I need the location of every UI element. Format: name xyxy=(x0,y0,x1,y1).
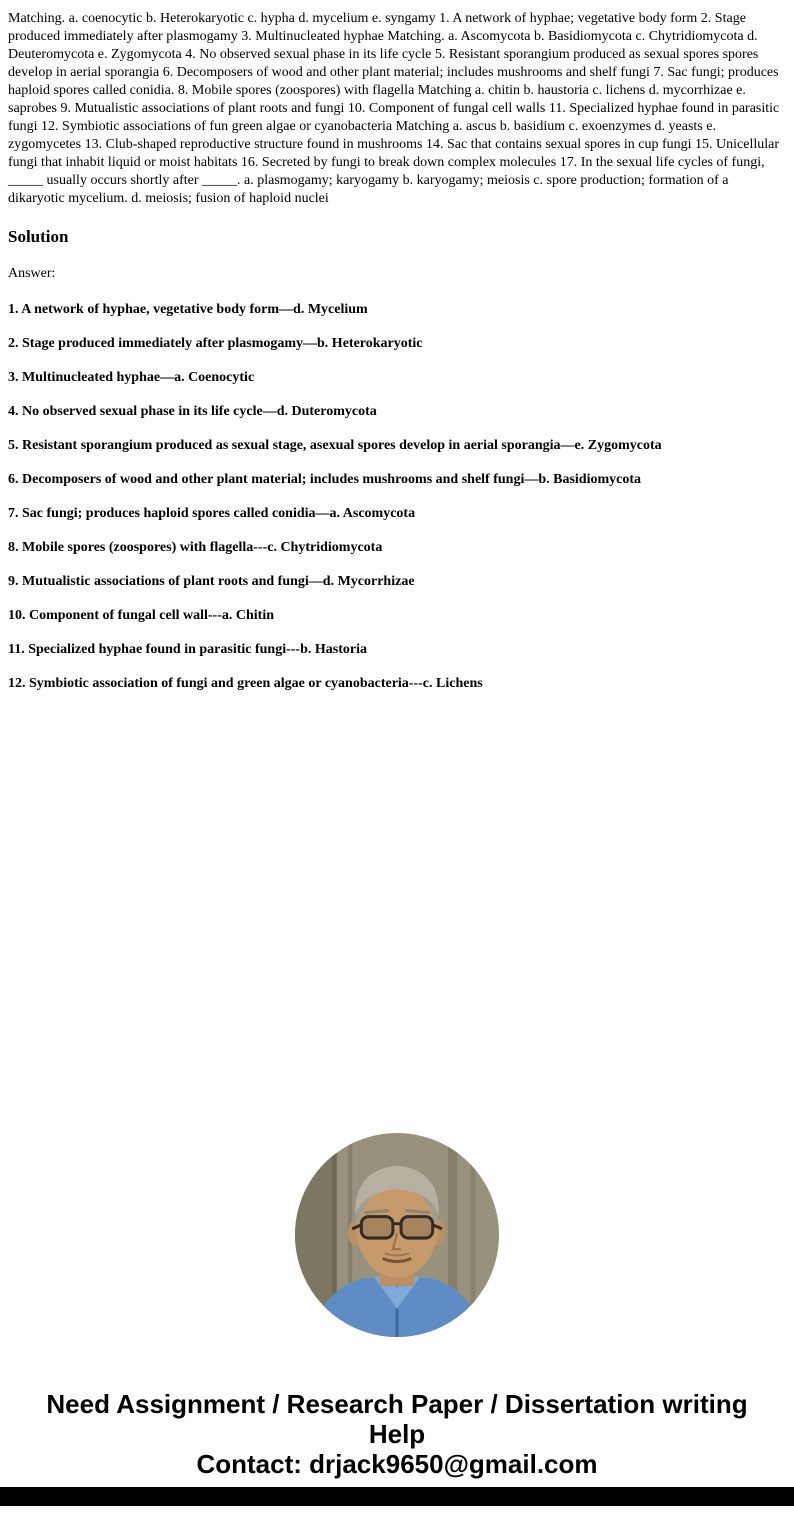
answer-item-9: 9. Mutualistic associations of plant roots and fungi—d. Mycorrhizae xyxy=(8,574,415,589)
footer-promo xyxy=(25,1389,770,1479)
answer-item-4: 4. No observed sexual phase in its life cycle—d. Duteromycota xyxy=(8,404,377,419)
answer-item-3: 3. Multinucleated hyphae—a. Coenocytic xyxy=(8,370,255,385)
answer-item-8: 8. Mobile spores (zoospores) with flagella---c. Chytridiomycota xyxy=(8,540,383,555)
tutor-portrait-illustration xyxy=(295,1133,499,1337)
answer-item-7: 7. Sac fungi; produces haploid spores called conidia—a. Ascomycota xyxy=(8,506,416,521)
answer-item-11: 11. Specialized hyphae found in parasitic fungi---b. Hastoria xyxy=(8,642,367,657)
footer-help-text: Need Assignment / Research Paper / Dissertation writing Help xyxy=(46,1389,748,1449)
bottom-bar xyxy=(0,1487,794,1506)
answers-list xyxy=(8,301,786,709)
answer-item-2: 2. Stage produced immediately after plasmogamy—b. Heterokaryotic xyxy=(8,336,423,351)
solution-heading: Solution xyxy=(8,227,69,246)
tutor-photo-avatar xyxy=(295,1133,499,1337)
footer-contact-email: Contact: drjack9650@gmail.com xyxy=(196,1449,598,1479)
answer-item-6: 6. Decomposers of wood and other plant material; includes mushrooms and shelf fungi—b. Basidiomycota xyxy=(8,472,642,487)
answer-item-12: 12. Symbiotic association of fungi and green algae or cyanobacteria---c. Lichens xyxy=(8,676,483,691)
answer-item-5: 5. Resistant sporangium produced as sexual stage, asexual spores develop in aerial sporangia—e. Zygomycota xyxy=(8,438,662,453)
answer-item-1: 1. A network of hyphae, vegetative body form—d. Mycelium xyxy=(8,302,368,317)
question-text: Matching. a. coenocytic b. Heterokaryotic c. hypha d. mycelium e. syngamy 1. A network of hyphae; vegetative body form 2. Stage produced immediately after plasmogamy 3. Multinucleated hyphae Matching. a. Ascomycota b. Basidiomycota c. Chytridiomycota d. Deuteromycota e. Zygomycota 4. No observed sexual phase in its life cycle 5. Resistant sporangium produced as sexual spores spores develop in aerial sporangia 6. Decomposers of wood and other plant material; includes mushrooms and shelf fungi 7. Sac fungi; produces haploid spores called conidia. 8. Mobile spores (zoospores) with flagella Matching a. chitin b. haustoria c. lichens d. mycorrhizae e. saprobes 9. Mutualistic associations of plant roots and fungi 10. Component of fungal cell walls 11. Specialized hyphae found in parasitic fungi 12. Symbiotic associations of fun green algae or cyanobacteria Matching a. ascus b. basidium c. exoenzymes d. yeasts e. zygomycetes 13. Club-shaped reproductive structure found in mushrooms 14. Sac that contains sexual spores in cup fungi 15. Unicellular fungi that inhabit liquid or moist habitats 16. Secreted by fungi to break down complex molecules 17. In the sexual life cycles of fungi, _____ usually occurs shortly after _____. a. plasmogamy; karyogamy b. karyogamy; meiosis c. spore production; formation of a dikaryotic mycelium. d. meiosis; fusion of haploid nuclei xyxy=(8,11,780,206)
answer-label: Answer: xyxy=(8,266,56,281)
answer-item-10: 10. Component of fungal cell wall---a. Chitin xyxy=(8,608,274,623)
